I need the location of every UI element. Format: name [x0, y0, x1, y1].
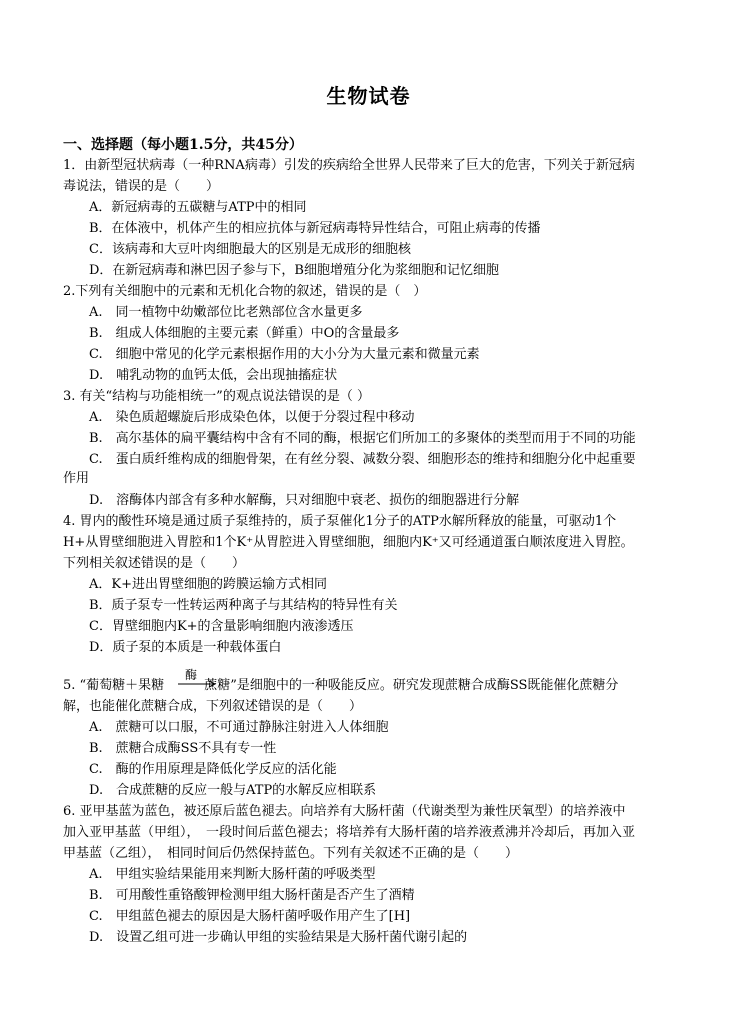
q2-option-a: A. 同一植物中幼嫩部位比老熟部位含水量更多	[89, 305, 363, 320]
enzyme-label: 酶	[185, 668, 198, 682]
q5-option-c: C. 酶的作用原理是降低化学反应的活化能	[89, 762, 337, 777]
q5-option-b: B. 蔗糖合成酶SS不具有专一性	[89, 741, 277, 756]
q4-stem-line3: 下列相关叙述错误的是（ ）	[63, 556, 246, 571]
q4-option-b: B．质子泵专一性转运两种离子与其结构的特异性有关	[89, 598, 398, 613]
q5-stem-line1	[63, 677, 683, 695]
q6-option-b: B. 可用酸性重铬酸钾检测甲组大肠杆菌是否产生了酒精	[89, 888, 415, 903]
section-heading: 一、选择题（每小题1.5分，共45分）	[63, 137, 303, 153]
q4-option-a: A．K+进出胃壁细胞的跨膜运输方式相同	[89, 577, 327, 592]
q1-option-b: B．在体液中，机体产生的相应抗体与新冠病毒特异性结合，可阻止病毒的传播	[89, 221, 541, 236]
q4-stem-line1: 4. 胃内的酸性环境是通过质子泵维持的，质子泵催化1分子的ATP水解所释放的能量，可驱动1个	[63, 514, 617, 529]
q3-option-c-line2: 作用	[63, 471, 90, 486]
q3-option-d: D. 溶酶体内部含有多种水解酶，只对细胞中衰老、损伤的细胞器进行分解	[89, 493, 520, 508]
q3-option-b: B. 高尔基体的扁平囊结构中含有不同的酶，根据它们所加工的多聚体的类型而用于不同的功能	[89, 431, 636, 446]
q5-option-d: D. 合成蔗糖的反应一般与ATP的水解反应相联系	[89, 783, 377, 798]
q1-option-c: C．该病毒和大豆叶肉细胞最大的区别是无成形的细胞核	[89, 242, 411, 257]
q1-stem-line2: 毒说法，错误的是（ ）	[63, 179, 220, 194]
q5-option-a: A. 蔗糖可以口服，不可通过静脉注射进入人体细胞	[89, 720, 389, 735]
q3-option-c-line1: C. 蛋白质纤维构成的细胞骨架，在有丝分裂、减数分裂、细胞形态的维持和细胞分化中起重要	[89, 452, 636, 467]
q6-option-c: C. 甲组蓝色褪去的原因是大肠杆菌呼吸作用产生了[H]	[89, 909, 411, 924]
q2-option-d: D. 哺乳动物的血钙太低，会出现抽搐症状	[89, 368, 338, 383]
q6-option-a: A. 甲组实验结果能用来判断大肠杆菌的呼吸类型	[89, 867, 376, 882]
q3-stem-line1: 3. 有关“结构与功能相统一”的观点说法错误的是（ ）	[63, 389, 370, 404]
q2-option-c: C. 细胞中常见的化学元素根据作用的大小分为大量元素和微量元素	[89, 347, 480, 362]
q4-option-d: D．质子泵的本质是一种载体蛋白	[89, 640, 282, 655]
q4-option-c: C．胃壁细胞内K+的含量影响细胞内液渗透压	[89, 619, 354, 634]
q6-stem-line3: 甲基蓝（乙组）， 相同时间后仍然保持蓝色。下列有关叙述不正确的是（ ）	[63, 846, 519, 861]
q6-stem-line2: 加入亚甲基蓝（甲组）， 一段时间后蓝色褪去；将培养有大肠杆菌的培养液煮沸并冷却后，再加入亚	[63, 825, 636, 840]
q1-option-d: D．在新冠病毒和淋巴因子参与下，B细胞增殖分化为浆细胞和记忆细胞	[89, 263, 499, 278]
q6-option-d: D. 设置乙组可进一步确认甲组的实验结果是大肠杆菌代谢引起的	[89, 930, 468, 945]
q4-stem-line2: H+从胃壁细胞进入胃腔和1个K⁺从胃腔进入胃壁细胞，细胞内K⁺又可经通道蛋白顺浓度进入胃腔。	[63, 535, 634, 550]
q6-stem-line1: 6. 亚甲基蓝为蓝色，被还原后蓝色褪去。向培养有大肠杆菌（代谢类型为兼性厌氧型）的培养液中	[63, 804, 626, 819]
q5-stem-part2: 蔗糖”是细胞中的一种吸能反应。研究发现蔗糖合成酶SS既能催化蔗糖分	[204, 678, 619, 693]
q2-stem-line1: 2.下列有关细胞中的元素和无机化合物的叙述，错误的是（ ）	[63, 284, 427, 299]
q2-option-b: B. 组成人体细胞的主要元素（鲜重）中O的含量最多	[89, 326, 400, 341]
page-title: 生物试卷	[326, 84, 411, 108]
q3-option-a: A. 染色质超螺旋后形成染色体，以便于分裂过程中移动	[89, 410, 415, 425]
q5-stem-line2: 解，也能催化蔗糖合成，下列叙述错误的是（ ）	[63, 699, 363, 714]
q5-stem-part1: 5. “葡萄糖＋果糖	[63, 678, 165, 693]
q1-option-a: A．新冠病毒的五碳糖与ATP中的相同	[89, 200, 307, 215]
q1-stem-line1: 1．由新型冠状病毒（一种RNA病毒）引发的疾病给全世界人民带来了巨大的危害，下列关于新冠病	[63, 158, 635, 173]
